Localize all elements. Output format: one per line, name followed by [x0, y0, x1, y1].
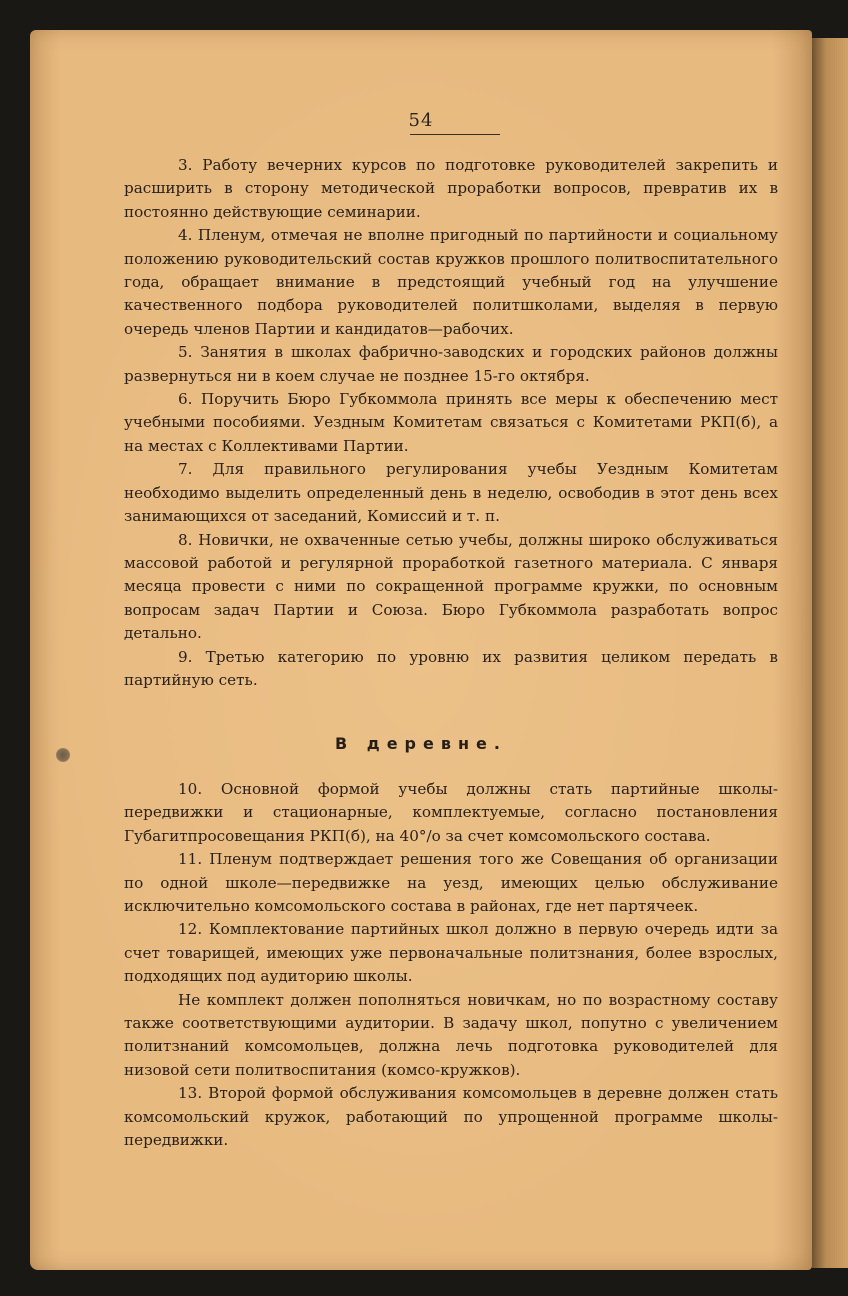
- paragraph: Не комплект должен пополняться новичкам, но по возрастному составу также соответствующими аудитории. В задачу школ, попутно с увеличением политзнаний комсомольцев, должна лечь подготовка руководителей для низовой сети политвоспитания (комсо-кружков).: [124, 990, 778, 1079]
- section-heading: В деревне.: [335, 734, 507, 753]
- page-number-rule: [410, 134, 500, 135]
- paragraph: 5. Занятия в школах фабрично-заводских и городских районов должны развернуться ни в коем случае не позднее 15-го октября.: [124, 343, 778, 385]
- village-section: [124, 778, 778, 1153]
- paragraph: 6. Поручить Бюро Губкоммола принять все меры к обеспечению мест учебными пособиями. Уездным Комитетам связаться с Комитетами РКП(б), а на местах с Коллективами Партии.: [124, 390, 778, 455]
- adjacent-page-edge: [812, 38, 848, 1268]
- paragraph: 4. Пленум, отмечая не вполне пригодный по партийности и социальному положению руководительский состав кружков прошлого политвоспитательного года, обращает внимание в предстоящий учебный год на улучшение качественного подбора руководителей политшколами, выделяя в первую очередь членов Партии и кандидатов—рабочих.: [124, 226, 778, 338]
- paragraph: 11. Пленум подтверждает решения того же Совещания об организации по одной школе—передвижке на уезд, имеющих целью обслуживание исключительно комсомольского состава в районах, где нет партячеек.: [124, 850, 778, 916]
- paragraph: 12. Комплектование партийных школ должно в первую очередь идти за счет товарищей, имеющих уже первоначальные политзнания, более взрослых, подходящих под аудиторию школы.: [124, 920, 778, 986]
- paragraph: 9. Третью категорию по уровню их развития целиком передать в партийную сеть.: [124, 647, 778, 689]
- paragraph: 8. Новички, не охваченные сетью учебы, должны широко обслуживаться массовой работой и регулярной проработкой газетного материала. С января месяца провести с ними по сокращенной программе кружки, по основным вопросам задач Партии и Союза. Бюро Губкоммола разработать вопрос детально.: [124, 530, 778, 643]
- paragraph: 13. Второй формой обслуживания комсомольцев в деревне должен стать комсомольский кружок, работающий по упрощенной программе школы-передвижки.: [124, 1084, 778, 1150]
- page-number: 54: [408, 110, 434, 131]
- paragraph: 7. Для правильного регулирования учебы Уездным Комитетам необходимо выделить определенный день в неделю, освободив в этот день всех занимающихся от заседаний, Комиссий и т. п.: [124, 460, 778, 526]
- book-page: [30, 30, 812, 1270]
- paragraph: 10. Основной формой учебы должны стать партийные школы-передвижки и стационарные, комплектуемые, согласно постановления Губагитпросовещания РКП(б), на 40°/о за счет комсомольского состава.: [124, 780, 778, 845]
- city-section: [124, 154, 778, 692]
- paragraph: 3. Работу вечерних курсов по подготовке руководителей закрепить и расширить в сторону методической проработки вопросов, превратив их в постоянно действующие семинарии.: [124, 156, 778, 221]
